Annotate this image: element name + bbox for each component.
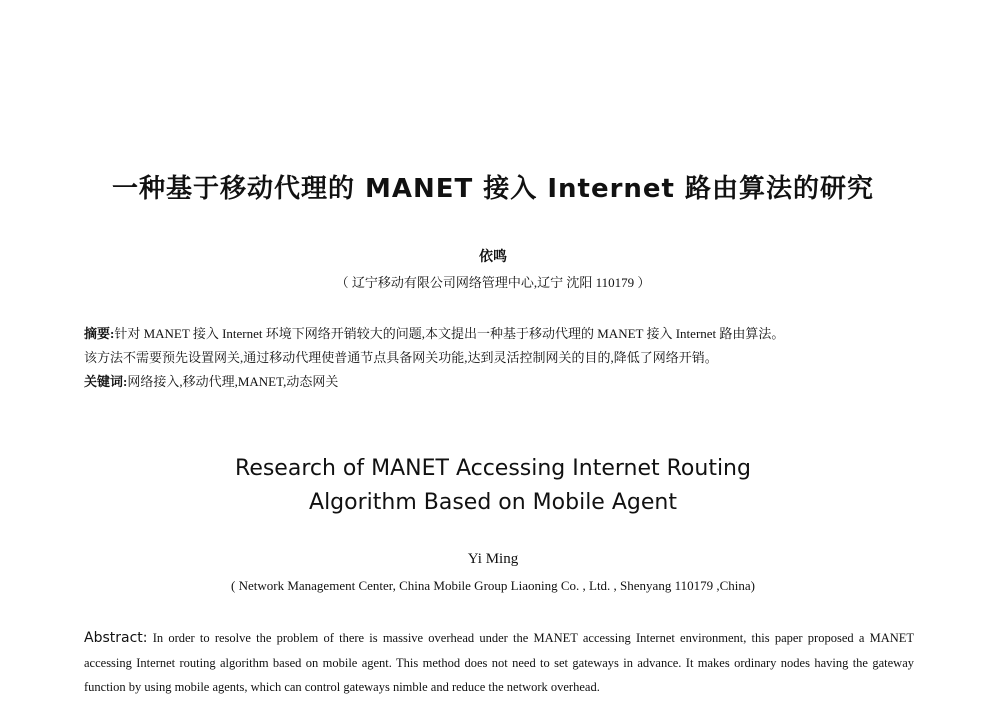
chinese-abstract — [84, 322, 924, 394]
english-title-line-2: Algorithm Based on Mobile Agent — [309, 490, 677, 515]
chinese-author: 依鸣 — [479, 250, 507, 265]
english-title-line-1: Research of MANET Accessing Internet Routing — [235, 456, 751, 481]
chinese-affiliation: （ 辽宁移动有限公司网络管理中心,辽宁 沈阳 110179 ） — [335, 275, 651, 290]
chinese-abstract-label: 摘要: — [84, 326, 115, 341]
chinese-abstract-text-1: 针对 MANET 接入 Internet 环境下网络开销较大的问题,本文提出一种基于移动代理的 MANET 接入 Internet 路由算法。 — [114, 326, 785, 341]
chinese-abstract-text-2: 该方法不需要预先设置网关,通过移动代理使普通节点具备网关功能,达到灵活控制网关的目的,降低了网络开销。 — [84, 350, 718, 365]
english-abstract — [84, 626, 914, 700]
english-affiliation: ( Network Management Center, China Mobile Group Liaoning Co. , Ltd. , Shenyang 110179 ,China) — [231, 578, 755, 593]
english-author: Yi Ming — [467, 551, 519, 567]
chinese-keywords-label: 关键词: — [84, 374, 128, 389]
english-abstract-label: Abstract: — [84, 630, 148, 646]
chinese-keywords-text: 网络接入,移动代理,MANET,动态网关 — [127, 374, 339, 389]
chinese-abstract-line-2 — [84, 346, 924, 370]
chinese-title: 一种基于移动代理的 MANET 接入 Internet 路由算法的研究 — [111, 174, 875, 204]
english-abstract-text: In order to resolve the problem of there is massive overhead under the MANET accessing Internet environment, this paper proposed a MANET accessing Internet routing algorithm based on mobile agent. This method does not need to set gateways in advance. It makes ordinary nodes having the gateway function by using mobile agents, which can control gateways nimble and reduce the network overhead. — [84, 631, 915, 694]
chinese-abstract-line-1 — [84, 322, 924, 346]
english-title — [0, 452, 986, 520]
chinese-keywords — [84, 370, 924, 394]
